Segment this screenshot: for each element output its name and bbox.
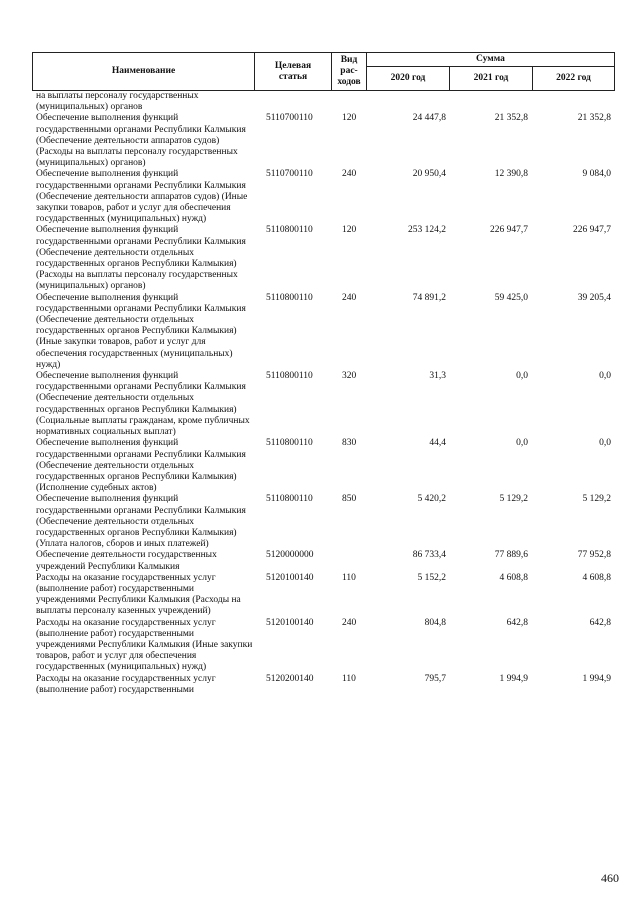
value-2021: 226 947,7 [490, 225, 528, 236]
target-code: 5110800110 [266, 438, 313, 449]
table-row [36, 113, 614, 169]
row-name: Обеспечение выполнения функций государственными органами Республики Калмыкия (Обеспечение деятельности отдельных государственных органов Республики Калмыкия) (Расходы на выплаты персоналу государственных (муниципальных) органов) [36, 225, 246, 292]
header-sum: Сумма [367, 53, 615, 67]
value-2020: 5 152,2 [417, 572, 446, 583]
value-2021: 0,0 [516, 438, 528, 449]
value-2020: 20 950,4 [412, 169, 446, 180]
row-name: Обеспечение выполнения функций государственными органами Республики Калмыкия (Обеспечение деятельности отдельных государственных органов Республики Калмыкия) (Иные закупки товаров, работ и услуг для обеспечения государственных (муниципальных) нужд) [36, 292, 246, 370]
row-name: на выплаты персоналу государственных (муниципальных) органов [36, 91, 199, 113]
table-row [36, 573, 614, 618]
table-row [36, 550, 614, 572]
value-2020: 5 420,2 [417, 494, 446, 505]
value-2021: 4 608,8 [499, 572, 528, 583]
expense-type: 120 [342, 225, 357, 236]
value-2022: 39 205,4 [577, 292, 611, 303]
table-row [36, 494, 614, 550]
value-2021: 59 425,0 [494, 292, 528, 303]
row-name: Обеспечение деятельности государственных учреждений Республики Калмыкия [36, 550, 217, 572]
value-2021: 21 352,8 [494, 113, 528, 124]
value-2021: 1 994,9 [499, 673, 528, 684]
value-2022: 0,0 [599, 438, 611, 449]
value-2022: 77 952,8 [577, 550, 611, 561]
target-code: 5120100140 [266, 572, 314, 583]
value-2021: 0,0 [516, 371, 528, 382]
value-2022: 21 352,8 [577, 113, 611, 124]
page-number: 460 [601, 871, 619, 885]
target-code: 5110700110 [266, 113, 313, 124]
expense-type: 240 [342, 169, 357, 180]
table-row [36, 293, 614, 371]
header-target: Целевая статья [255, 53, 332, 91]
value-2020: 44,4 [429, 438, 446, 449]
expense-type: 850 [342, 494, 357, 505]
expense-type: 830 [342, 438, 357, 449]
value-2021: 642,8 [506, 617, 528, 628]
expense-type: 110 [342, 572, 356, 583]
value-2022: 5 129,2 [582, 494, 611, 505]
value-2021: 5 129,2 [499, 494, 528, 505]
row-name: Обеспечение выполнения функций государственными органами Республики Калмыкия (Обеспечение деятельности аппаратов судов) (Иные закупки товаров, работ и услуг для обеспечения государственных (муниципальных) нужд) [36, 169, 248, 225]
expense-type: 120 [342, 113, 357, 124]
row-name: Расходы на оказание государственных услуг (выполнение работ) государственными учреждениями Республики Калмыкия (Расходы на выплаты персоналу казенных учреждений) [36, 572, 241, 617]
value-2021: 77 889,6 [494, 550, 528, 561]
row-name: Обеспечение выполнения функций государственными органами Республики Калмыкия (Обеспечение деятельности отдельных государственных органов Республики Калмыкия) (Исполнение судебных актов) [36, 438, 246, 494]
header-name: Наименование [33, 53, 255, 91]
value-2020: 253 124,2 [408, 225, 446, 236]
value-2020: 24 447,8 [412, 113, 446, 124]
target-code: 5110800110 [266, 292, 313, 303]
table-row [36, 91, 614, 113]
value-2020: 795,7 [424, 673, 446, 684]
table-row [36, 371, 614, 438]
row-name: Расходы на оказание государственных услуг (выполнение работ) государственными [36, 673, 216, 695]
value-2022: 4 608,8 [582, 572, 611, 583]
value-2022: 9 084,0 [582, 169, 611, 180]
header-2021: 2021 год [450, 67, 533, 91]
table-row [36, 225, 614, 292]
row-name: Обеспечение выполнения функций государственными органами Республики Калмыкия (Обеспечение деятельности отдельных государственных органов Республики Калмыкия) (Уплата налогов, сборов и иных платежей) [36, 494, 246, 550]
value-2020: 86 733,4 [412, 550, 446, 561]
table-row [36, 438, 614, 494]
value-2020: 804,8 [424, 617, 446, 628]
row-name: Расходы на оказание государственных услуг (выполнение работ) государственными учреждениями Республики Калмыкия (Иные закупки товаров, работ и услуг для обеспечения государственных (муниципальных) нужд) [36, 617, 253, 673]
value-2020: 31,3 [429, 371, 446, 382]
target-code: 5120000000 [266, 550, 314, 561]
value-2022: 226 947,7 [573, 225, 611, 236]
value-2020: 74 891,2 [412, 292, 446, 303]
row-name: Обеспечение выполнения функций государственными органами Республики Калмыкия (Обеспечение деятельности аппаратов судов) (Расходы на выплаты персоналу государственных (муниципальных) органов) [36, 113, 246, 169]
target-code: 5110800110 [266, 371, 313, 382]
target-code: 5110800110 [266, 225, 313, 236]
table-body [36, 91, 614, 696]
table-row [36, 169, 614, 225]
target-code: 5110700110 [266, 169, 313, 180]
header-2020: 2020 год [367, 67, 450, 91]
expense-type: 240 [342, 617, 357, 628]
row-name: Обеспечение выполнения функций государственными органами Республики Калмыкия (Обеспечение деятельности отдельных государственных органов Республики Калмыкия) (Социальные выплаты гражданам, кроме публичных нормативных социальных выплат) [36, 371, 250, 438]
table-row [36, 618, 614, 674]
expense-type: 110 [342, 673, 356, 684]
value-2022: 0,0 [599, 371, 611, 382]
value-2022: 642,8 [589, 617, 611, 628]
table-row [36, 674, 614, 696]
header-2022: 2022 год [533, 67, 615, 91]
target-code: 5120100140 [266, 617, 314, 628]
expense-type: 240 [342, 292, 357, 303]
header-type: Вид рас- ходов [332, 53, 367, 91]
value-2021: 12 390,8 [494, 169, 528, 180]
target-code: 5120200140 [266, 673, 314, 684]
value-2022: 1 994,9 [582, 673, 611, 684]
expense-type: 320 [342, 371, 357, 382]
target-code: 5110800110 [266, 494, 313, 505]
table-header [32, 52, 615, 91]
